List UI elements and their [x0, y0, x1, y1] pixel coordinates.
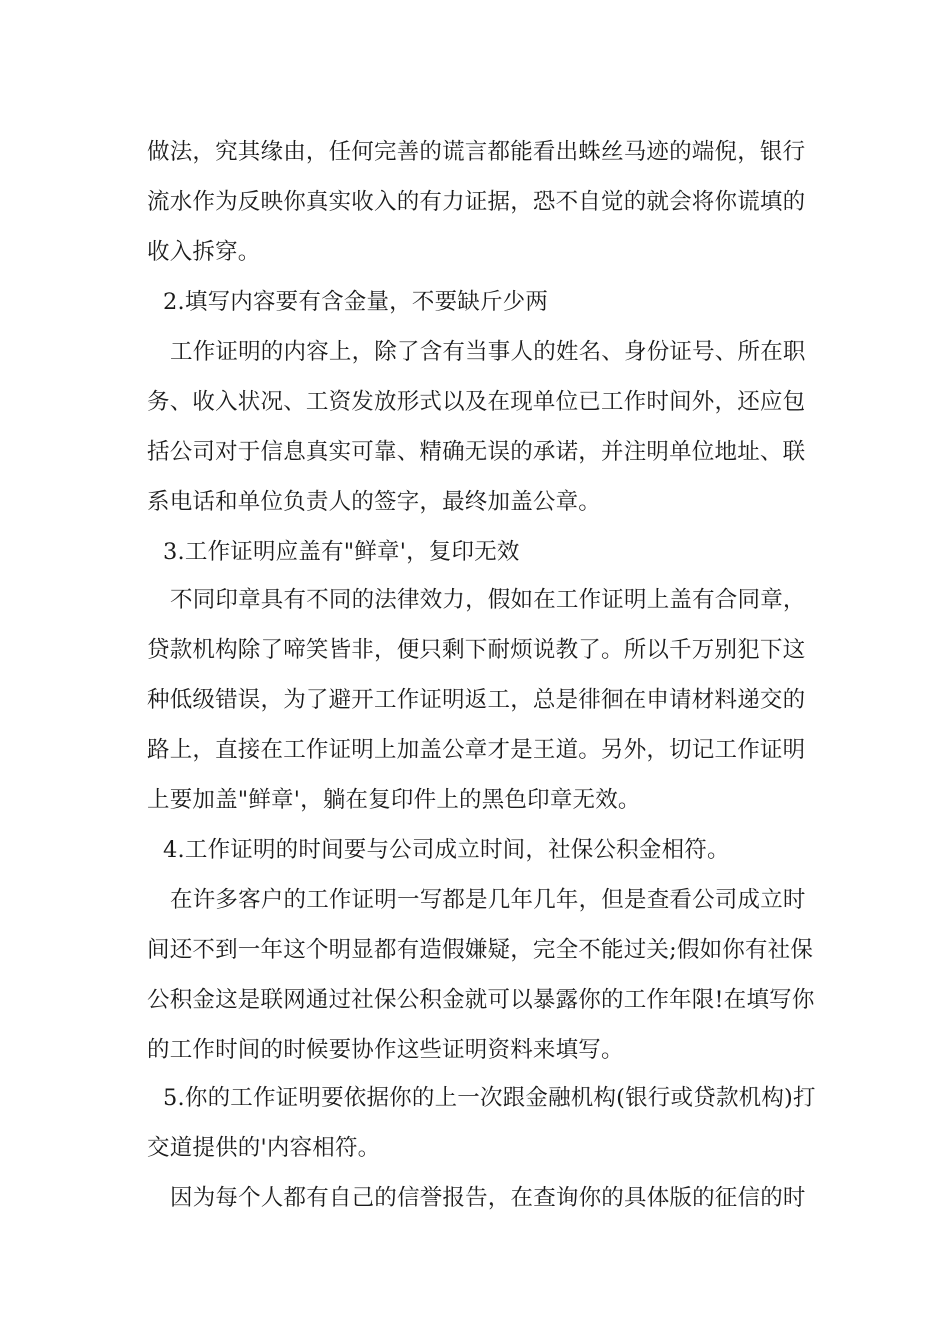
text-line: 系电话和单位负责人的签字，最终加盖公章。 [147, 489, 602, 515]
heading-line: 2.填写内容要有含金量，不要缺斤少两 [163, 289, 549, 315]
heading-line: 5.你的工作证明要依据你的上一次跟金融机构(银行或贷款机构)打 [163, 1085, 816, 1111]
text-line: 公积金这是联网通过社保公积金就可以暴露你的工作年限!在填写你 [147, 987, 815, 1013]
text-line: 路上，直接在工作证明上加盖公章才是王道。另外，切记工作证明 [147, 737, 806, 763]
text-line: 括公司对于信息真实可靠、精确无误的承诺，并注明单位地址、联 [147, 439, 806, 465]
text-line: 因为每个人都有自己的信誉报告，在查询你的具体版的征信的时 [170, 1185, 806, 1211]
heading-line: 4.工作证明的时间要与公司成立时间，社保公积金相符。 [163, 837, 730, 863]
text-line: 做法，究其缘由，任何完善的谎言都能看出蛛丝马迹的端倪，银行 [147, 139, 806, 165]
text-line: 种低级错误，为了避开工作证明返工，总是徘徊在申请材料递交的 [147, 687, 806, 713]
text-line: 流水作为反映你真实收入的有力证据，恐不自觉的就会将你谎填的 [147, 189, 806, 215]
heading-line: 3.工作证明应盖有"鲜章'，复印无效 [163, 539, 520, 565]
text-line: 贷款机构除了啼笑皆非，便只剩下耐烦说教了。所以千万别犯下这 [147, 637, 806, 663]
text-line: 务、收入状况、工资发放形式以及在现单位已工作时间外，还应包 [147, 389, 806, 415]
text-line: 在许多客户的工作证明一写都是几年几年，但是查看公司成立时 [170, 887, 806, 913]
heading-line: 交道提供的'内容相符。 [147, 1135, 381, 1161]
text-line: 上要加盖"鲜章'，躺在复印件上的黑色印章无效。 [147, 787, 641, 813]
text-line: 的工作时间的时候要协作这些证明资料来填写。 [147, 1037, 624, 1063]
text-line: 不同印章具有不同的法律效力，假如在工作证明上盖有合同章， [170, 587, 806, 613]
text-line: 间还不到一年这个明显都有造假嫌疑，完全不能过关;假如你有社保 [147, 937, 814, 963]
text-line: 收入拆穿。 [147, 239, 261, 265]
text-line: 工作证明的内容上，除了含有当事人的姓名、身份证号、所在职 [170, 339, 806, 365]
